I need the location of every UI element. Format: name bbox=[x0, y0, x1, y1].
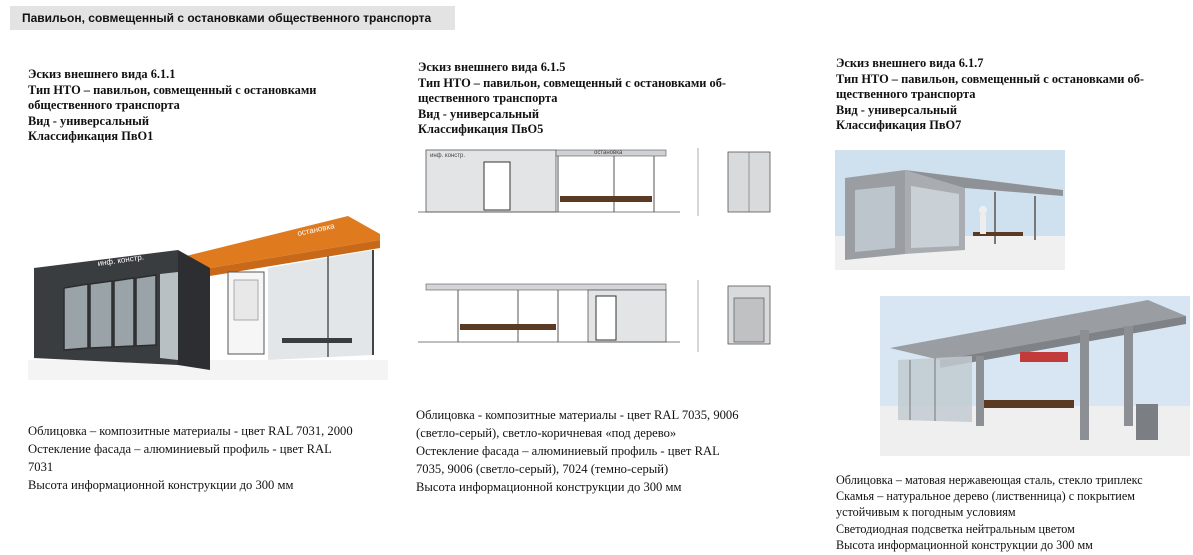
sketch-title: Эскиз внешнего вида 6.1.7 bbox=[836, 56, 984, 70]
pavilion-7-render-2 bbox=[880, 296, 1190, 456]
description-line: Облицовка - композитные материалы - цвет RAL 7035, 9006 bbox=[416, 408, 739, 422]
classification-line: Классификация ПвО1 bbox=[28, 129, 154, 143]
pavilion-1-render bbox=[28, 210, 388, 380]
classification-line: Классификация ПвО7 bbox=[836, 118, 962, 132]
pavilion-7-title-block bbox=[836, 56, 1144, 134]
description-line: Высота информационной конструкции до 300 мм bbox=[28, 478, 294, 492]
pavilion-5-front-elevation bbox=[418, 140, 788, 220]
description-line: Остекление фасада – алюминиевый профиль - цвет RAL bbox=[416, 444, 720, 458]
kind-line: Вид - универсальный bbox=[28, 113, 149, 128]
type-line: щественного транспорта bbox=[418, 91, 558, 105]
description-line: Высота информационной конструкции до 300 мм bbox=[836, 537, 1093, 552]
kind-line: Вид - универсальный bbox=[418, 106, 539, 121]
description-line: Высота информационной конструкции до 300 мм bbox=[416, 480, 682, 494]
description-line: Светодиодная подсветка нейтральным цветом bbox=[836, 521, 1075, 536]
section-title: Павильон, совмещенный с остановками общественного транспорта bbox=[22, 11, 432, 25]
drawing-stop-label: остановка bbox=[594, 150, 623, 156]
pavilion-7-render-1 bbox=[835, 150, 1065, 270]
type-line: Тип НТО – павильон, совмещенный с остановками об- bbox=[836, 71, 1145, 86]
pavilion-1-title-block bbox=[28, 67, 316, 145]
stop-sign: остановка bbox=[296, 221, 336, 238]
sketch-title: Эскиз внешнего вида 6.1.1 bbox=[28, 67, 176, 81]
pavilion-5-description bbox=[416, 406, 739, 496]
pavilion-1-description bbox=[28, 422, 353, 494]
type-line: общественного транспорта bbox=[28, 98, 180, 112]
description-line: Остекление фасада – алюминиевый профиль - цвет RAL bbox=[28, 442, 332, 456]
description-line: устойчивым к погодным условиям bbox=[836, 505, 1016, 520]
type-line: щественного транспорта bbox=[836, 87, 976, 101]
pavilion-5-rear-elevation bbox=[418, 272, 788, 358]
description-line: Облицовка – матовая нержавеющая сталь, стекло триплекс bbox=[836, 473, 1143, 487]
sketch-title: Эскиз внешнего вида 6.1.5 bbox=[418, 60, 566, 74]
description-line: Скамья – натуральное дерево (лиственница) с покрытием bbox=[836, 489, 1135, 504]
kind-line: Вид - универсальный bbox=[836, 102, 957, 117]
description-line: Облицовка – композитные материалы - цвет RAL 7031, 2000 bbox=[28, 424, 353, 438]
description-line: 7035, 9006 (светло-серый), 7024 (темно-серый) bbox=[416, 462, 669, 476]
description-line: 7031 bbox=[28, 460, 54, 474]
classification-line: Классификация ПвО5 bbox=[418, 122, 544, 136]
type-line: Тип НТО – павильон, совмещенный с остановками bbox=[28, 82, 317, 97]
pavilion-5-title-block bbox=[418, 60, 726, 138]
drawing-info-label: инф. констр. bbox=[430, 153, 466, 159]
section-header bbox=[10, 6, 455, 30]
description-line: (светло-серый), светло-коричневая «под дерево» bbox=[416, 426, 677, 440]
pavilion-7-description bbox=[836, 472, 1143, 553]
type-line: Тип НТО – павильон, совмещенный с остановками об- bbox=[418, 75, 727, 90]
kiosk-sign: инф. констр. bbox=[97, 252, 145, 268]
